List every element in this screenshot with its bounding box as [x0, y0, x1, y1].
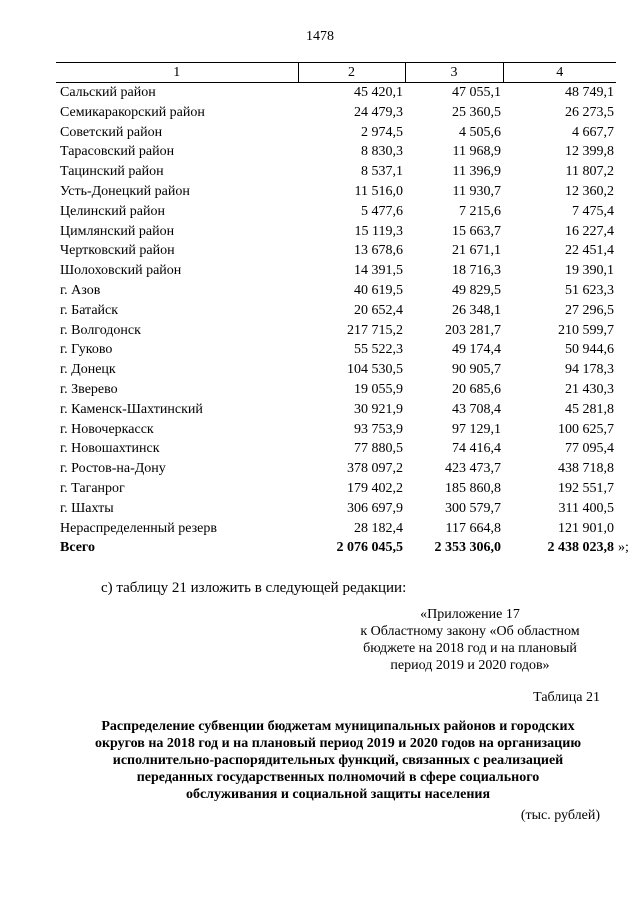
subvention-value: 21 671,1 [452, 243, 501, 259]
subvention-value: 43 708,4 [452, 401, 501, 417]
table-row [56, 400, 616, 420]
total-value-2020 [503, 538, 629, 558]
subvention-table [56, 62, 629, 558]
column-header: 2 [298, 63, 405, 83]
subvention-value: 7 475,4 [572, 203, 614, 219]
table-row [56, 142, 616, 162]
subvention-value: 11 396,9 [452, 164, 501, 180]
subvention-value: 55 522,3 [354, 342, 403, 358]
total-value-2018: 2 076 045,5 [336, 540, 403, 556]
closing-quote-suffix: »; [618, 540, 629, 556]
table-row [56, 162, 616, 182]
subvention-value: 48 749,1 [565, 85, 614, 100]
subvention-value: 217 715,2 [347, 322, 403, 338]
table-row [56, 439, 616, 459]
subvention-value: 423 473,7 [445, 461, 501, 477]
section-title-line: переданных государственных полномочий в сфере социального [136, 770, 540, 785]
municipality-name: Цимлянский район [60, 223, 175, 239]
municipality-name: г. Волгодонск [60, 322, 141, 338]
subvention-value: 13 678,6 [354, 243, 403, 259]
municipality-name: г. Батайск [60, 302, 119, 318]
page-number: 1478 [306, 29, 334, 44]
subvention-value: 45 281,8 [565, 401, 614, 417]
municipality-name: Усть-Донецкий район [60, 183, 190, 199]
subvention-value: 8 537,1 [361, 164, 403, 180]
municipality-name: Целинский район [60, 203, 165, 219]
subvention-value: 179 402,2 [347, 480, 403, 496]
subvention-value: 40 619,5 [354, 282, 403, 298]
subvention-value: 30 921,9 [354, 401, 403, 417]
subvention-value: 210 599,7 [558, 322, 614, 338]
subvention-value: 7 215,6 [459, 203, 501, 219]
subvention-value: 15 663,7 [452, 223, 501, 239]
section-title-line: Распределение субвенции бюджетам муниципальных районов и городских [101, 719, 575, 734]
municipality-name: г. Донецк [60, 362, 116, 378]
appendix-line: период 2019 и 2020 годов» [390, 658, 550, 673]
subvention-value: 311 400,5 [558, 500, 614, 516]
subvention-value: 94 178,3 [565, 362, 614, 378]
subvention-value: 45 420,1 [354, 85, 403, 100]
appendix-line: бюджете на 2018 год и на плановый [363, 641, 577, 656]
total-label: Всего [60, 540, 95, 556]
appendix-line: к Областному закону «Об областном [360, 624, 580, 639]
subvention-value: 90 905,7 [452, 362, 501, 378]
table-row [56, 241, 616, 261]
table-row [56, 479, 616, 499]
table-header-row [56, 63, 616, 83]
subvention-value: 16 227,4 [565, 223, 614, 239]
column-header: 3 [405, 63, 503, 83]
table-row [56, 499, 616, 519]
appendix-line: «Приложение 17 [420, 607, 520, 622]
subvention-value: 50 944,6 [565, 342, 614, 358]
subvention-value: 74 416,4 [452, 441, 501, 457]
section-title-line: округов на 2018 год и на плановый период 2019 и 2020 годов на организацию [94, 736, 582, 751]
subvention-value: 19 390,1 [565, 263, 614, 279]
table-row [56, 182, 616, 202]
subvention-value: 104 530,5 [347, 362, 403, 378]
subvention-value: 4 505,6 [459, 124, 501, 140]
subvention-value: 100 625,7 [558, 421, 614, 437]
subvention-value: 19 055,9 [354, 381, 403, 397]
subvention-value: 12 360,2 [565, 183, 614, 199]
municipality-name: г. Новочеркасск [60, 421, 154, 437]
total-value-2020-text: 2 438 023,8 [547, 540, 614, 556]
municipality-name: Шолоховский район [60, 263, 182, 279]
subvention-value: 4 667,7 [572, 124, 614, 140]
table-row [56, 202, 616, 222]
subvention-value: 24 479,3 [354, 104, 403, 120]
municipality-name: г. Новошахтинск [60, 441, 160, 457]
appendix-reference [320, 606, 620, 674]
table-row [56, 123, 616, 143]
subvention-value: 11 807,2 [565, 164, 614, 180]
table-row [56, 301, 616, 321]
municipality-name: г. Ростов-на-Дону [60, 461, 166, 477]
municipality-name: г. Таганрог [60, 480, 125, 496]
subvention-value: 378 097,2 [347, 461, 403, 477]
subvention-value: 27 296,5 [565, 302, 614, 318]
table-row [56, 459, 616, 479]
table-row [56, 281, 616, 301]
subvention-value: 12 399,8 [565, 144, 614, 160]
municipality-name: Тарасовский район [60, 144, 175, 160]
subvention-value: 300 579,7 [445, 500, 501, 516]
table-row [56, 103, 616, 123]
section-title-line: исполнительно-распорядительных функций, связанных с реализацией [112, 753, 564, 768]
table-row [56, 420, 616, 440]
subvention-value: 11 930,7 [452, 183, 501, 199]
municipality-name: Сальский район [60, 85, 156, 100]
subvention-value: 49 829,5 [452, 282, 501, 298]
municipality-name: Тацинский район [60, 164, 164, 180]
table-number-label: Таблица 21 [533, 690, 600, 705]
subvention-value: 28 182,4 [354, 520, 403, 536]
municipality-name: г. Азов [60, 282, 101, 298]
section-title-line: обслуживания и социальной защиты населения [185, 787, 491, 802]
subvention-value: 5 477,6 [361, 203, 403, 219]
subvention-value: 26 348,1 [452, 302, 501, 318]
subvention-value: 2 974,5 [361, 124, 403, 140]
subvention-value: 11 516,0 [354, 183, 403, 199]
subvention-value: 11 968,9 [452, 144, 501, 160]
table-row [56, 380, 616, 400]
subvention-value: 14 391,5 [354, 263, 403, 279]
subvention-value: 121 901,0 [558, 520, 614, 536]
column-header: 4 [503, 63, 616, 83]
table-total-row [56, 538, 616, 558]
subvention-value: 20 652,4 [354, 302, 403, 318]
subvention-value: 51 623,3 [565, 282, 614, 298]
table-row [56, 222, 616, 242]
subvention-value: 203 281,7 [445, 322, 501, 338]
municipality-name: г. Зверево [60, 381, 118, 397]
municipality-name: г. Шахты [60, 500, 114, 516]
municipality-name: г. Каменск-Шахтинский [60, 401, 203, 417]
municipality-name: г. Гуково [60, 342, 113, 358]
subvention-value: 26 273,5 [565, 104, 614, 120]
table-row [56, 519, 616, 539]
subvention-value: 22 451,4 [565, 243, 614, 259]
subvention-value: 117 664,8 [445, 520, 501, 536]
subvention-value: 77 880,5 [354, 441, 403, 457]
subvention-value: 185 860,8 [445, 480, 501, 496]
section-title [56, 718, 620, 803]
total-value-2019: 2 353 306,0 [434, 540, 501, 556]
table-row [56, 360, 616, 380]
subvention-value: 192 551,7 [558, 480, 614, 496]
subvention-value: 77 095,4 [565, 441, 614, 457]
municipality-name: Нераспределенный резерв [60, 520, 217, 536]
column-header: 1 [56, 63, 298, 83]
table-row [56, 321, 616, 341]
subvention-value: 306 697,9 [347, 500, 403, 516]
subvention-value: 15 119,3 [354, 223, 403, 239]
table-body [56, 83, 616, 539]
subvention-value: 93 753,9 [354, 421, 403, 437]
subvention-value: 49 174,4 [452, 342, 501, 358]
subvention-value: 8 830,3 [361, 144, 403, 160]
table-row [56, 261, 616, 281]
subvention-value: 21 430,3 [565, 381, 614, 397]
subvention-value: 25 360,5 [452, 104, 501, 120]
table-row [56, 83, 616, 103]
municipality-name: Чертковский район [60, 243, 175, 259]
municipality-name: Советский район [60, 124, 163, 140]
units-label: (тыс. рублей) [520, 808, 600, 823]
subvention-value: 18 716,3 [452, 263, 501, 279]
municipality-name: Семикаракорский район [60, 104, 205, 120]
amendment-instruction: с) таблицу 21 изложить в следующей редакции: [101, 580, 407, 596]
subvention-value: 438 718,8 [558, 461, 614, 477]
subvention-value: 20 685,6 [452, 381, 501, 397]
subvention-value: 47 055,1 [452, 85, 501, 100]
subvention-value: 97 129,1 [452, 421, 501, 437]
table-row [56, 340, 616, 360]
